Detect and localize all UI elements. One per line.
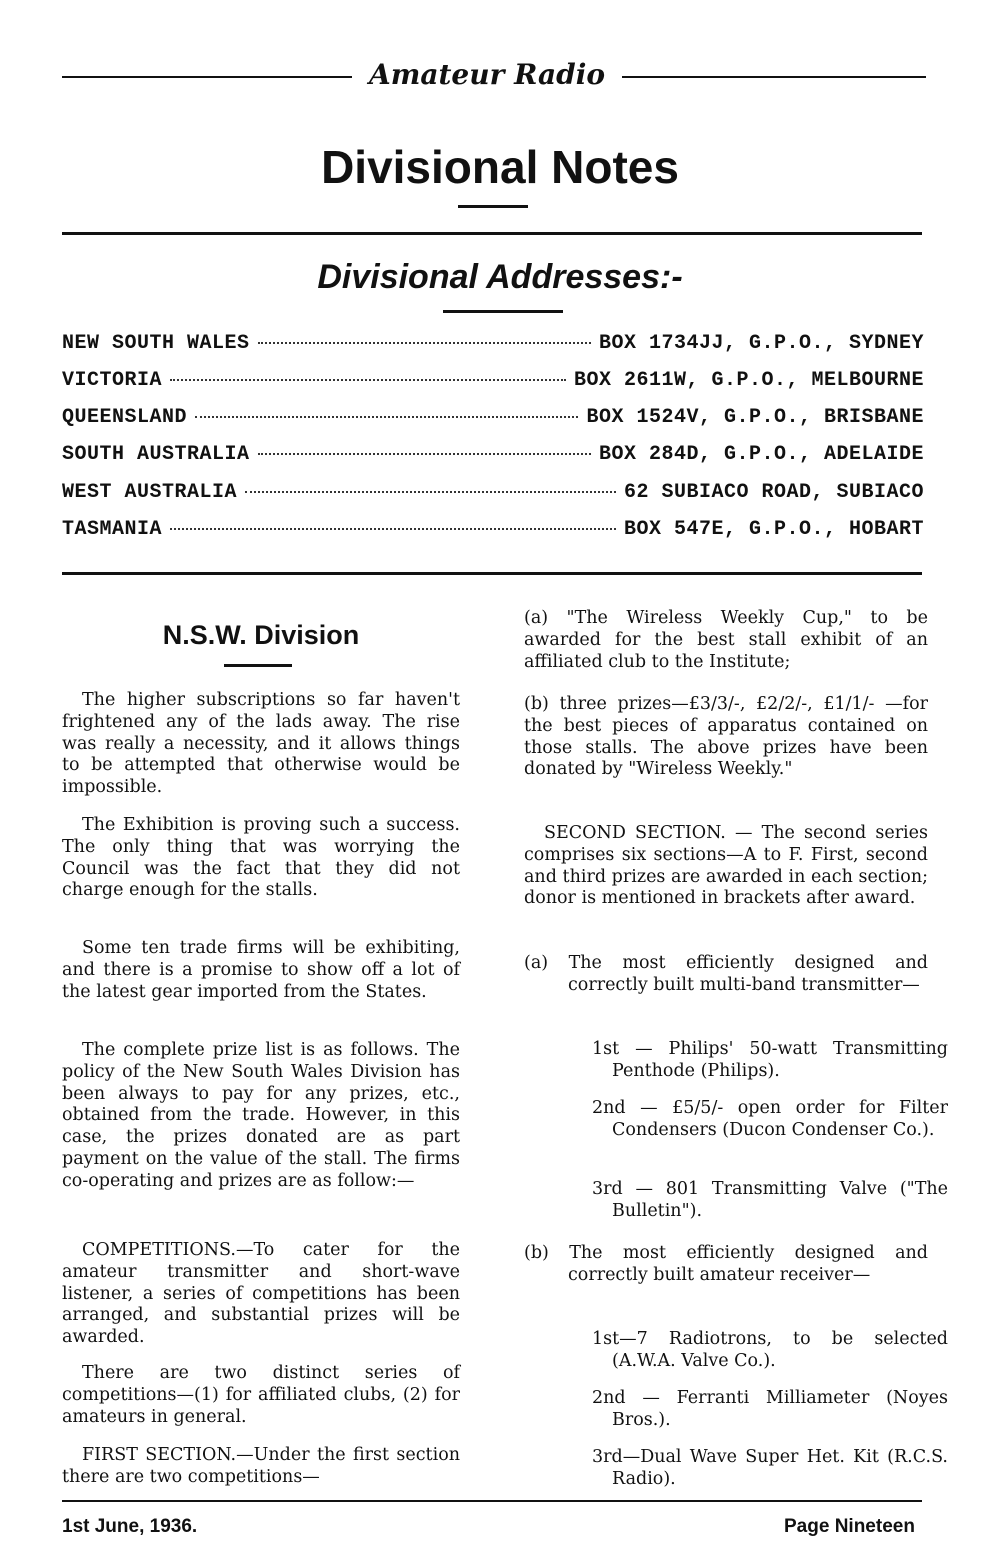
section-label: (a)	[524, 953, 549, 973]
paragraph: The Exhibition is proving such a success. The only thing that was worrying the Council was the fact that they did not charge enough for the stalls.	[62, 815, 460, 901]
prize-entry: 3rd — 801 Transmitting Valve ("The Bulletin").	[592, 1179, 948, 1221]
address-state: SOUTH AUSTRALIA	[62, 443, 250, 466]
paragraph: Some ten trade firms will be exhibiting, and there is a promise to show off a lot of the latest gear imported from the States.	[62, 938, 460, 1002]
footer-date: 1st June, 1936.	[62, 1516, 198, 1537]
address-state: VICTORIA	[62, 369, 163, 392]
left-column	[62, 0, 460, 1557]
paragraph: (a) "The Wireless Weekly Cup," to be awarded for the best stall exhibit of an affiliated club to the Institute;	[524, 608, 928, 672]
prize-section-a	[524, 953, 928, 997]
address-state: NEW SOUTH WALES	[62, 332, 250, 355]
section-label: (b)	[524, 1243, 549, 1263]
address-box: BOX 284D, G.P.O., ADELAIDE	[598, 443, 924, 466]
footer-page-number: Page Nineteen	[784, 1516, 915, 1537]
right-column	[524, 0, 948, 1557]
paragraph: FIRST SECTION.—Under the first section there are two competitions—	[62, 1445, 460, 1487]
page-title: Divisional Notes	[321, 141, 679, 193]
address-box: BOX 1734JJ, G.P.O., SYDNEY	[598, 332, 924, 355]
prize-section-b	[524, 1243, 928, 1287]
address-box: BOX 1524V, G.P.O., BRISBANE	[586, 406, 924, 429]
address-state: WEST AUSTRALIA	[62, 481, 238, 504]
address-box: 62 SUBIACO ROAD, SUBIACO	[623, 481, 924, 504]
divider-bottom	[62, 1500, 922, 1502]
address-state: TASMANIA	[62, 518, 163, 541]
paragraph: (b) three prizes—£3/3/-, £2/2/-, £1/1/- —for the best pieces of apparatus contained on those stalls. The above prizes have been donated by "Wireless Weekly."	[524, 694, 928, 780]
addresses-heading: Divisional Addresses:-	[317, 258, 683, 296]
title-underline	[458, 205, 528, 208]
section-text: The most efficiently designed and correctly built multi-band transmitter—	[568, 953, 928, 995]
paragraph: There are two distinct series of competitions—(1) for affiliated clubs, (2) for amateurs in general.	[62, 1363, 460, 1427]
prize-entry: 1st—7 Radiotrons, to be selected (A.W.A. Valve Co.).	[592, 1329, 948, 1371]
paragraph: The complete prize list is as follows. The policy of the New South Wales Division has been always to pay for any prizes, etc., obtained from the trade. However, in this case, the prizes donated are as part payment on the value of the stall. The firms co-operating and prizes are as follow:—	[62, 1040, 460, 1191]
paragraph: The higher subscriptions so far haven't frightened any of the lads away. The rise was really a necessity, and it allows things to be attempted that otherwise would be impossible.	[62, 690, 460, 798]
prize-entry: 3rd—Dual Wave Super Het. Kit (R.C.S. Radio).	[592, 1447, 948, 1489]
address-box: BOX 2611W, G.P.O., MELBOURNE	[573, 369, 924, 392]
address-state: QUEENSLAND	[62, 406, 188, 429]
paragraph: COMPETITIONS.—To cater for the amateur transmitter and short-wave listener, a series of competitions has been arranged, and substantial prizes will be awarded.	[62, 1240, 460, 1348]
prize-entry: 1st — Philips' 50-watt Transmitting Penthode (Philips).	[592, 1039, 948, 1081]
prize-entry: 2nd — £5/5/- open order for Filter Condensers (Ducon Condenser Co.).	[592, 1098, 948, 1140]
address-box: BOX 547E, G.P.O., HOBART	[623, 518, 924, 541]
paragraph: SECOND SECTION. — The second series comprises six sections—A to F. First, second and third prizes are awarded in each section; donor is mentioned in brackets after award.	[524, 823, 928, 909]
section-text: The most efficiently designed and correctly built amateur receiver—	[568, 1243, 928, 1285]
prize-entry: 2nd — Ferranti Milliameter (Noyes Bros.).	[592, 1388, 948, 1430]
masthead-logo: Amateur Radio	[368, 58, 606, 91]
nsw-division-heading: N.S.W. Division	[162, 620, 360, 650]
